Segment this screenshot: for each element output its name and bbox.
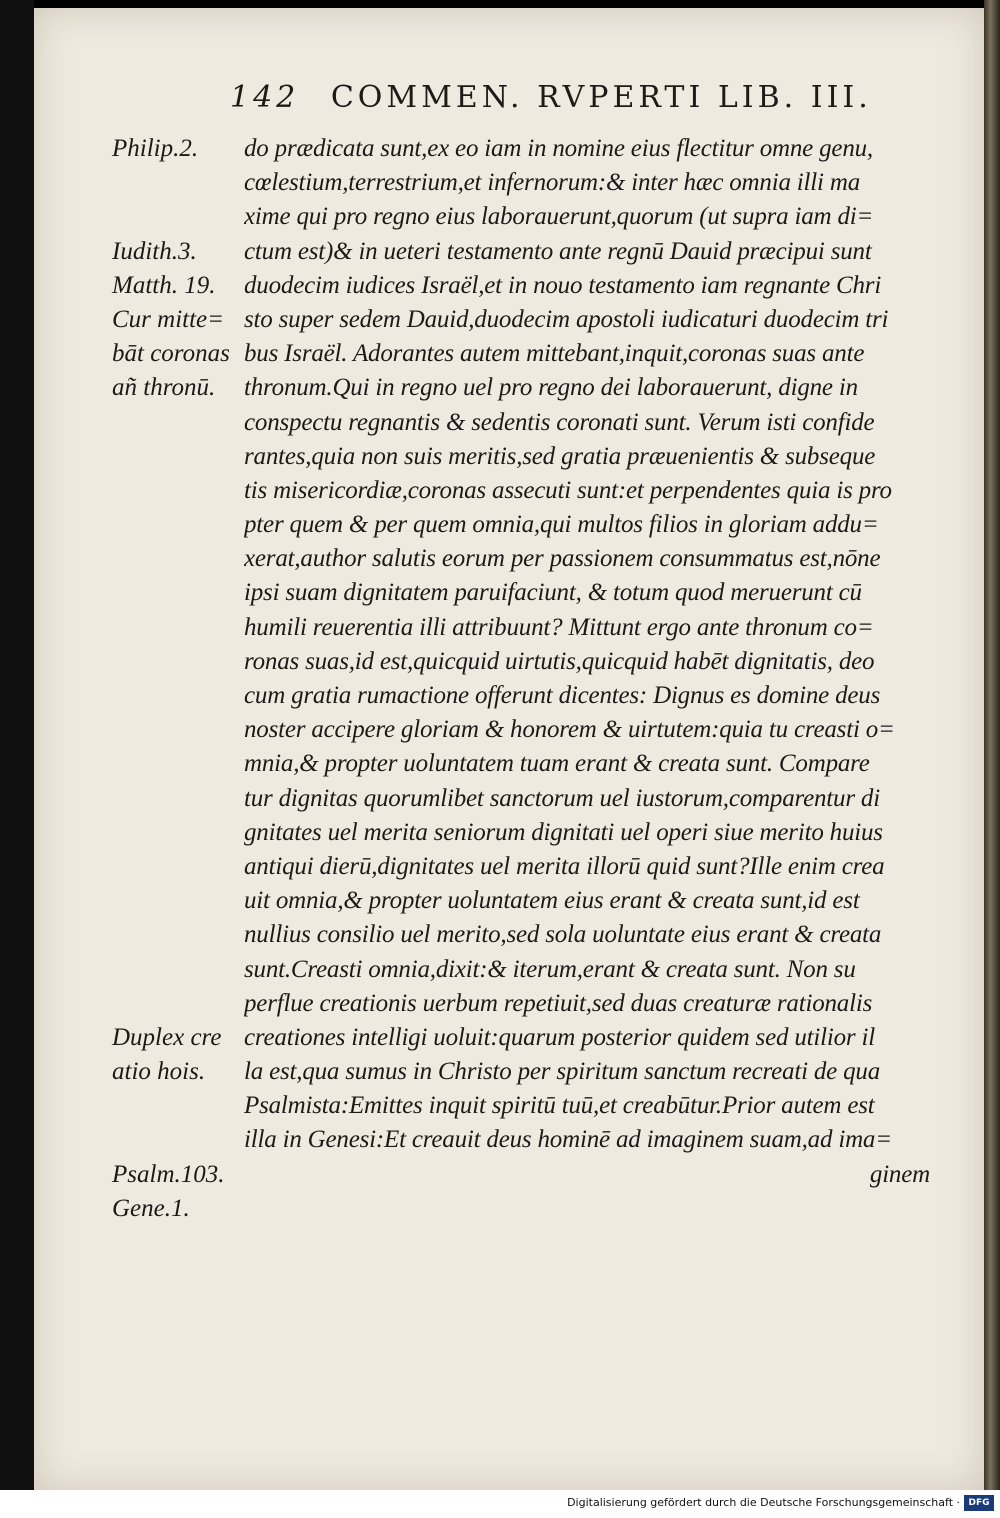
text-line: cœlestium,terrestrium,et infernorum:& inter hæc omnia illi ma bbox=[244, 169, 860, 197]
text-line: do prædicata sunt,ex eo iam in nomine eius flectitur omne genu, bbox=[244, 135, 873, 162]
page-number: 142 bbox=[230, 80, 300, 115]
body-text bbox=[244, 132, 934, 1192]
margin-note: Cur mitte= bbox=[112, 306, 225, 333]
book-spine-edge bbox=[984, 0, 1000, 1490]
text-line: xime qui pro regno eius laborauerunt,quorum (ut supra iam di= bbox=[244, 203, 874, 231]
text-line: ipsi suam dignitatem paruifaciunt, & totum quod meruerunt cū bbox=[244, 579, 862, 607]
margin-note: Gene.1. bbox=[112, 1195, 190, 1223]
text-line: pter quem & per quem omnia,qui multos filios in gloriam addu= bbox=[244, 511, 879, 539]
page-header bbox=[230, 80, 930, 120]
scan-left-edge bbox=[0, 0, 34, 1490]
text-line: ronas suas,id est,quicquid uirtutis,quicquid habēt dignitatis, deo bbox=[244, 647, 875, 675]
text-line: cum gratia rumactione offerunt dicentes: Dignus es domine deus bbox=[244, 682, 881, 709]
dfg-logo: DFG bbox=[964, 1495, 994, 1511]
text-line: tur dignitas quorumlibet sanctorum uel iustorum,comparentur di bbox=[244, 784, 880, 812]
text-line: humili reuerentia illi attribuunt? Mittunt ergo ante thronum co= bbox=[244, 613, 874, 641]
margin-note: Duplex cre bbox=[112, 1024, 222, 1052]
text-line: sto super sedem Dauid,duodecim apostoli iudicaturi duodecim tri bbox=[244, 305, 889, 333]
text-line: illa in Genesi:Et creauit deus hominē ad imaginem suam,ad ima= bbox=[244, 1126, 892, 1154]
text-line: rantes,quia non suis meritis,sed gratia præuenientis & subseque bbox=[244, 442, 876, 470]
text-line: duodecim iudices Israël,et in nouo testamento iam regnante Chri bbox=[244, 271, 882, 299]
margin-note: atio hois. bbox=[112, 1058, 206, 1086]
text-line: ginem bbox=[869, 1160, 930, 1188]
text-line: noster accipere gloriam & honorem & uirtutem:quia tu creasti o= bbox=[244, 716, 895, 744]
margin-note: Matth. 19. bbox=[112, 271, 216, 299]
margin-note: Iudith.3. bbox=[112, 237, 197, 265]
text-line: perflue creationis uerbum repetiuit,sed duas creaturæ rationalis bbox=[244, 989, 873, 1017]
margin-note: Philip.2. bbox=[112, 135, 199, 162]
text-line: mnia,& propter uoluntatem tuam erant & creata sunt. Compare bbox=[244, 750, 870, 778]
text-line: nullius consilio uel merito,sed sola uoluntate eius erant & creata bbox=[244, 921, 882, 949]
text-line: ctum est)& in ueteri testamento ante regnū Dauid præcipui sunt bbox=[244, 237, 872, 265]
text-line: sunt.Creasti omnia,dixit:& iterum,erant & creata sunt. Non su bbox=[244, 955, 856, 983]
text-line: antiqui dierū,dignitates uel merita illorū quid sunt?Ille enim crea bbox=[244, 852, 885, 880]
running-title: COMMEN. RVPERTI LIB. III. bbox=[330, 80, 872, 115]
text-line: tis misericordiæ,coronas assecuti sunt:et perpendentes quia is pro bbox=[244, 476, 892, 504]
text-line: bus Israël. Adorantes autem mittebant,inquit,coronas suas ante bbox=[244, 340, 865, 368]
text-line: thronum.Qui in regno uel pro regno dei laborauerunt, digne in bbox=[244, 374, 858, 402]
margin-note: bāt coronas bbox=[112, 340, 230, 368]
footer-bar bbox=[0, 1490, 1000, 1518]
margin-note: Psalm.103. bbox=[112, 1161, 225, 1188]
margin-note: añ thronū. bbox=[112, 374, 216, 402]
funding-credit: Digitalisierung gefördert durch die Deutsche Forschungsgemeinschaft · bbox=[567, 1496, 960, 1509]
text-line: creationes intelligi uoluit:quarum posterior quidem sed utilior il bbox=[244, 1023, 875, 1051]
text-line: gnitates uel merita seniorum dignitati uel operi siue merito huius bbox=[244, 818, 883, 846]
text-line: la est,qua sumus in Christo per spiritum sanctum recreati de qua bbox=[244, 1058, 881, 1086]
text-line: conspectu regnantis & sedentis coronati sunt. Verum isti confide bbox=[244, 408, 875, 436]
text-line: Psalmista:Emittes inquit spiritū tuū,et creabūtur.Prior autem est bbox=[244, 1092, 875, 1120]
text-line: uit omnia,& propter uoluntatem eius erant & creata sunt,id est bbox=[244, 887, 860, 915]
text-line: xerat,author salutis eorum per passionem consummatus est,nōne bbox=[244, 545, 881, 573]
